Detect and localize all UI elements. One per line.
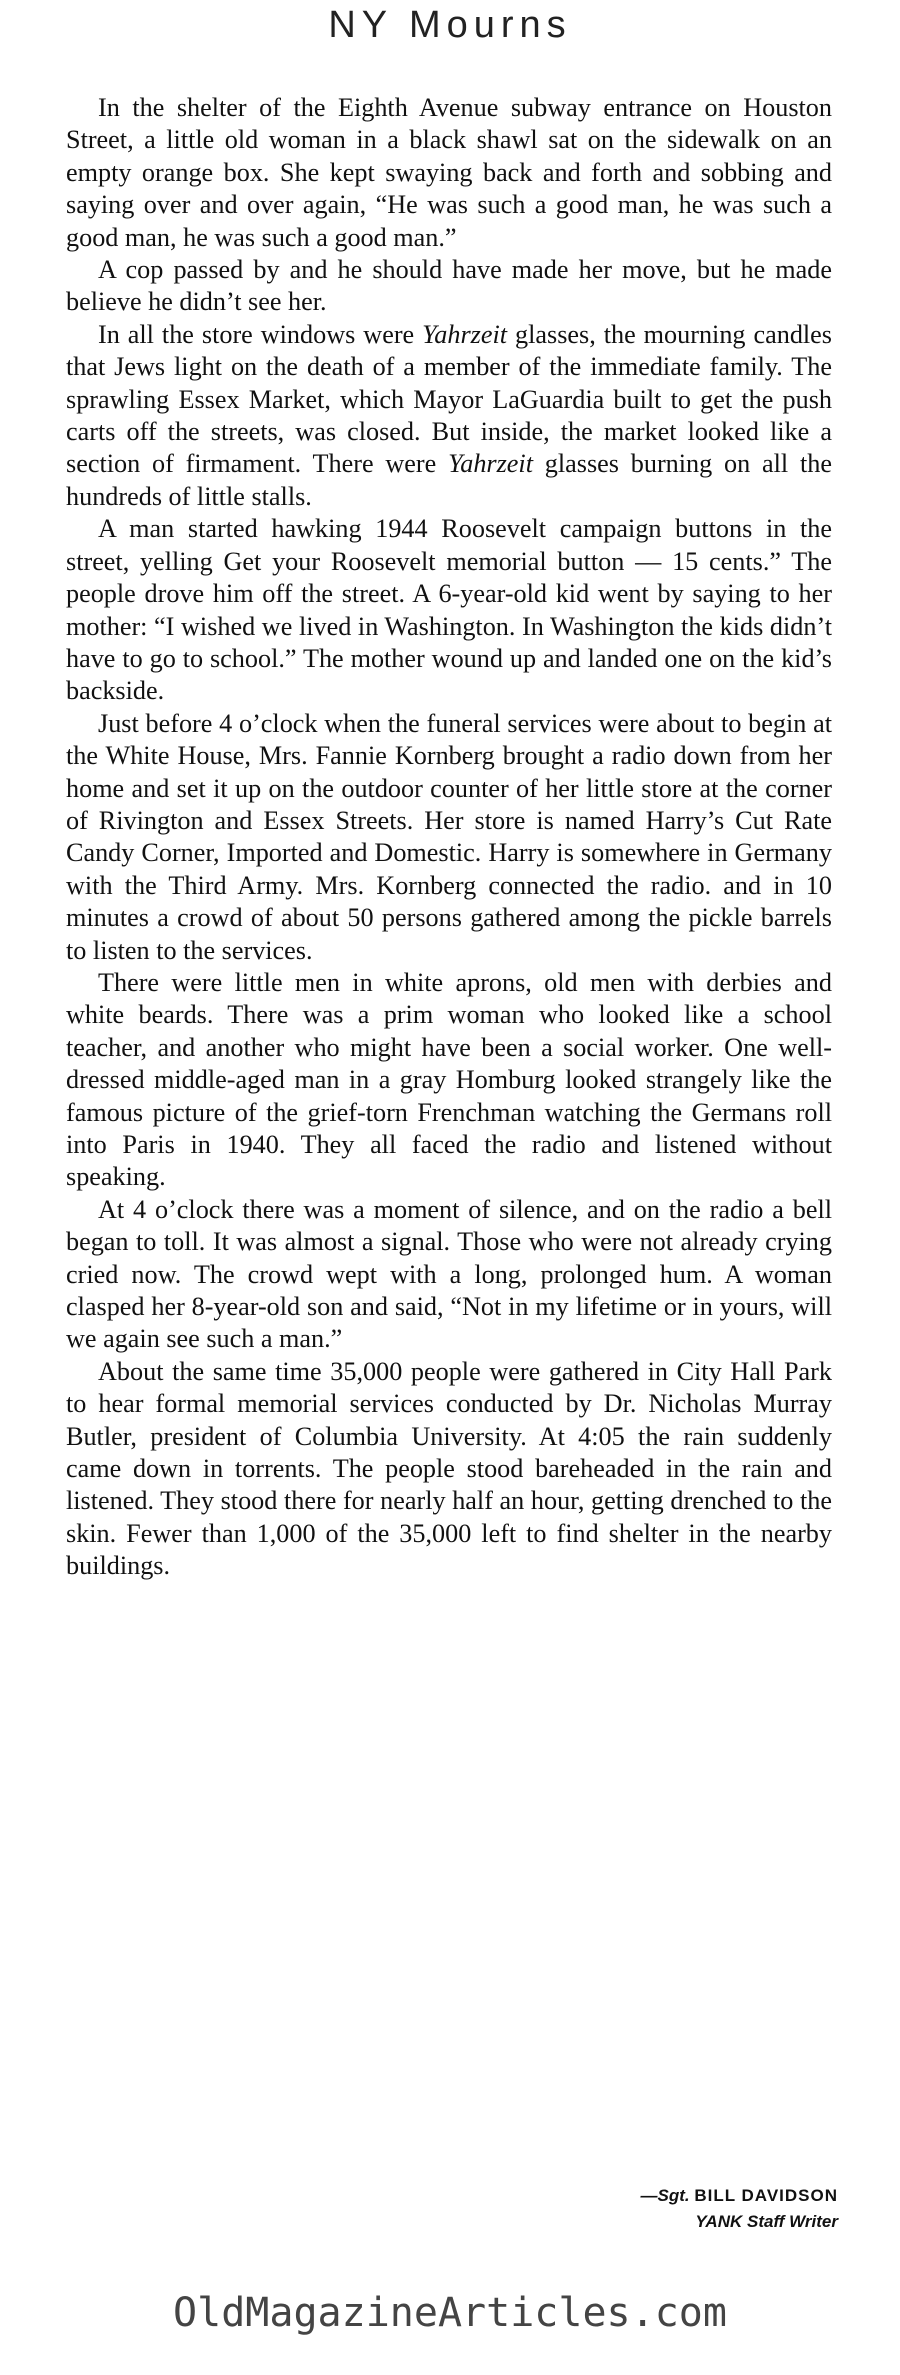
article-paragraph <box>66 708 832 967</box>
article-paragraph <box>66 513 832 707</box>
byline <box>641 2183 839 2235</box>
article-paragraph <box>66 1194 832 1356</box>
byline-name: BILL DAVIDSON <box>694 2186 838 2205</box>
paragraph-text: In the shelter of the Eighth Avenue subway entrance on Houston Street, a little old woman in a black shawl sat on the sidewalk on an empty orange box. She kept swaying back and forth and sobbing and saying over and over again, “He was such a good man, he was such a good man, he was such a good man.” <box>66 93 832 252</box>
paragraph-text: Just before 4 o’clock when the funeral services were about to begin at the White House, Mrs. Fannie Kornberg brought a radio down from her home and set it up on the outdoor counter of her little store at the corner of Rivington and Essex Streets. Her store is named Harry’s Cut Rate Candy Corner, Imported and Domestic. Harry is somewhere in Germany with the Third Army. Mrs. Kornberg connected the radio. and in 10 minutes a crowd of about 50 persons gathered among the pickle barrels to listen to the services. <box>66 708 832 965</box>
paragraph-text: About the same time 35,000 people were gathered in City Hall Park to hear formal memorial services conducted by Dr. Nicholas Murray Butler, president of Columbia University. At 4:05 the rain suddenly came down in torrents. The people stood bareheaded in the rain and listened. They stood there for nearly half an hour, getting drenched to the skin. Fewer than 1,000 of the 35,000 left to find shelter in the nearby buildings. <box>66 1356 832 1581</box>
paragraph-text: glasses burning on all the hundreds of little stalls. <box>66 449 832 511</box>
article-paragraph <box>66 92 832 254</box>
site-footer: OldMagazineArticles.com <box>173 2290 727 2336</box>
article-body <box>66 92 832 1583</box>
paragraph-text: A man started hawking 1944 Roosevelt campaign buttons in the street, yelling Get your Roosevelt memorial button — 15 cents.” The people drove him off the street. A 6-year-old kid went by saying to her mother: “I wished we lived in Washington. In Washington the kids didn’t have to go to school.” The mother wound up and landed one on the kid’s backside. <box>66 514 832 706</box>
article-title: NY Mourns <box>328 4 572 46</box>
paragraph-text: A cop passed by and he should have made her move, but he made believe he didn’t see her. <box>66 255 832 317</box>
paragraph-text: There were little men in white aprons, old men with derbies and white beards. There was a prim woman who looked like a school teacher, and another who might have been a social worker. One well-dressed middle-aged man in a gray Homburg looked strangely like the famous picture of the grief-torn Frenchman watching the Germans roll into Paris in 1940. They all faced the radio and listened without speaking. <box>66 967 832 1192</box>
byline-role: YANK Staff Writer <box>695 2212 838 2231</box>
italic-term: Yahrzeit <box>448 449 533 479</box>
article-paragraph <box>66 319 832 513</box>
paragraph-text: In all the store windows were <box>98 319 423 349</box>
article-paragraph <box>66 967 832 1194</box>
italic-term: Yahrzeit <box>422 319 508 349</box>
paragraph-text: glasses, the mourning candles that Jews light on the death of a member of the immediate family. The sprawling Essex Market, which Mayor LaGuardia built to get the push carts off the streets, was closed. But inside, the market looked like a section of firmament. There were <box>66 319 832 479</box>
paragraph-text: At 4 o’clock there was a moment of silence, and on the radio a bell began to toll. It was almost a signal. Those who were not already crying cried now. The crowd wept with a long, prolonged hum. A woman clasped her 8-year-old son and said, “Not in my lifetime or in yours, will we again see such a man.” <box>66 1194 832 1354</box>
article-paragraph <box>66 1356 832 1583</box>
article-paragraph <box>66 254 832 319</box>
byline-rank: —Sgt. <box>640 2186 690 2205</box>
